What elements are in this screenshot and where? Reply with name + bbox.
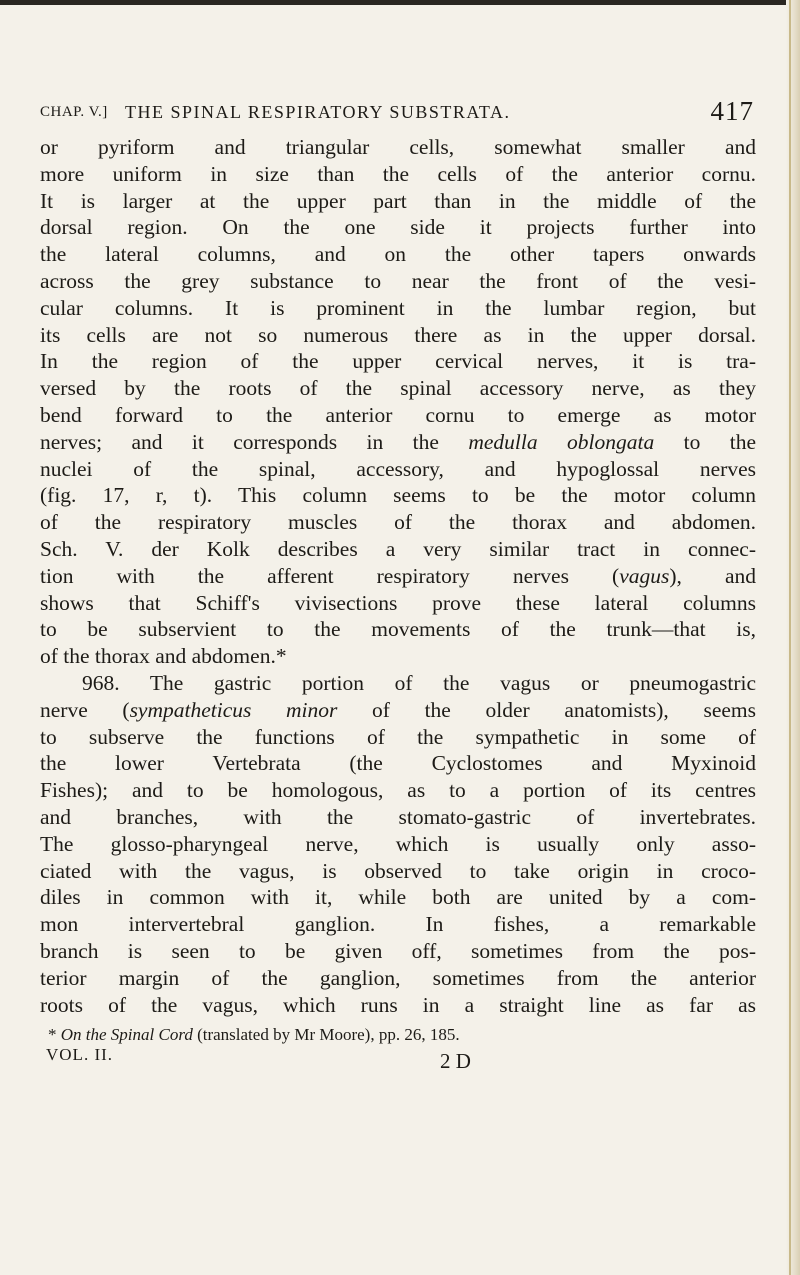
italic-term: medulla oblongata: [468, 429, 655, 454]
text-line: Sch. V. der Kolk describes a very similar tract in connec-: [40, 536, 756, 561]
text-segment: tion with the afferent respiratory nerves (: [40, 563, 620, 588]
italic-term: sympatheticus minor: [129, 697, 338, 722]
page-footer: [40, 1045, 756, 1074]
signature-mark: 2 D: [440, 1049, 471, 1074]
text-line: to subserve the functions of the sympathetic in some of: [40, 724, 756, 749]
text-line: ciated with the vagus, is observed to take origin in croco-: [40, 858, 756, 883]
text-line: [40, 429, 756, 456]
text-line: across the grey substance to near the front of the vesi-: [40, 268, 756, 293]
text-line: [40, 563, 756, 590]
text-line: of the thorax and abdomen.*: [40, 644, 287, 669]
italic-term: vagus: [619, 563, 670, 588]
footnote: [40, 1024, 756, 1045]
text-line: (fig. 17, r, t). This column seems to be the motor column: [40, 483, 756, 508]
text-line: dorsal region. On the one side it projects further into: [40, 215, 756, 240]
page-number: 417: [710, 96, 754, 126]
text-line: its cells are not so numerous there as in the upper dorsal.: [40, 322, 756, 347]
running-head: [40, 92, 756, 134]
text-segment: nerve (: [40, 697, 130, 722]
running-title: THE SPINAL RESPIRATORY SUBSTRATA.: [125, 102, 511, 122]
text-line: or pyriform and triangular cells, somewhat smaller and: [40, 135, 756, 159]
text-line: Fishes); and to be homologous, as to a portion of its centres: [40, 778, 756, 803]
volume-label: VOL. II.: [46, 1045, 114, 1065]
chapter-label: CHAP. V.]: [40, 104, 108, 120]
top-border: [0, 0, 800, 5]
paragraph-1: [40, 134, 756, 670]
text-line: branch is seen to be given off, sometimes from the pos-: [40, 938, 756, 963]
text-line: bend forward to the anterior cornu to emerge as motor: [40, 402, 756, 427]
text-line: terior margin of the ganglion, sometimes from the anterior: [40, 965, 756, 990]
text-line: nuclei of the spinal, accessory, and hypoglossal nerves: [40, 456, 756, 481]
text-line: 968. The gastric portion of the vagus or pneumogastric: [82, 670, 756, 695]
text-line: cular columns. It is prominent in the lumbar region, but: [40, 295, 756, 320]
text-line: versed by the roots of the spinal accessory nerve, as they: [40, 376, 756, 401]
page-edge-line: [789, 0, 791, 1275]
book-page: [40, 92, 757, 1074]
text-line: the lateral columns, and on the other tapers onwards: [40, 242, 756, 267]
text-segment: nerves; and it corresponds in the: [40, 429, 469, 454]
text-line: to be subservient to the movements of the trunk—that is,: [40, 617, 756, 642]
text-line: The glosso-pharyngeal nerve, which is usually only asso-: [40, 831, 756, 856]
text-segment: of the older anatomists), seems: [337, 697, 756, 722]
text-line: mon intervertebral ganglion. In fishes, a remarkable: [40, 912, 756, 937]
text-line: and branches, with the stomato-gastric of invertebrates.: [40, 804, 756, 829]
text-line: roots of the vagus, which runs in a straight line as far as: [40, 992, 756, 1017]
text-segment: to the: [654, 429, 757, 454]
paragraph-2: [40, 670, 756, 1018]
text-line: It is larger at the upper part than in the middle of the: [40, 188, 756, 213]
text-line: more uniform in size than the cells of the anterior cornu.: [40, 161, 756, 186]
text-line: the lower Vertebrata (the Cyclostomes and Myxinoid: [40, 751, 756, 776]
text-segment: ), and: [669, 563, 757, 588]
footnote-marker: *: [48, 1025, 57, 1045]
text-line: shows that Schiff's vivisections prove these lateral columns: [40, 590, 756, 615]
footnote-title: On the Spinal Cord: [60, 1025, 193, 1045]
text-line: [40, 697, 756, 724]
text-line: In the region of the upper cervical nerves, it is tra-: [40, 349, 756, 374]
footnote-text: (translated by Mr Moore), pp. 26, 185.: [192, 1025, 460, 1045]
text-line: of the respiratory muscles of the thorax and abdomen.: [40, 510, 756, 535]
text-line: diles in common with it, while both are united by a com-: [40, 885, 756, 910]
